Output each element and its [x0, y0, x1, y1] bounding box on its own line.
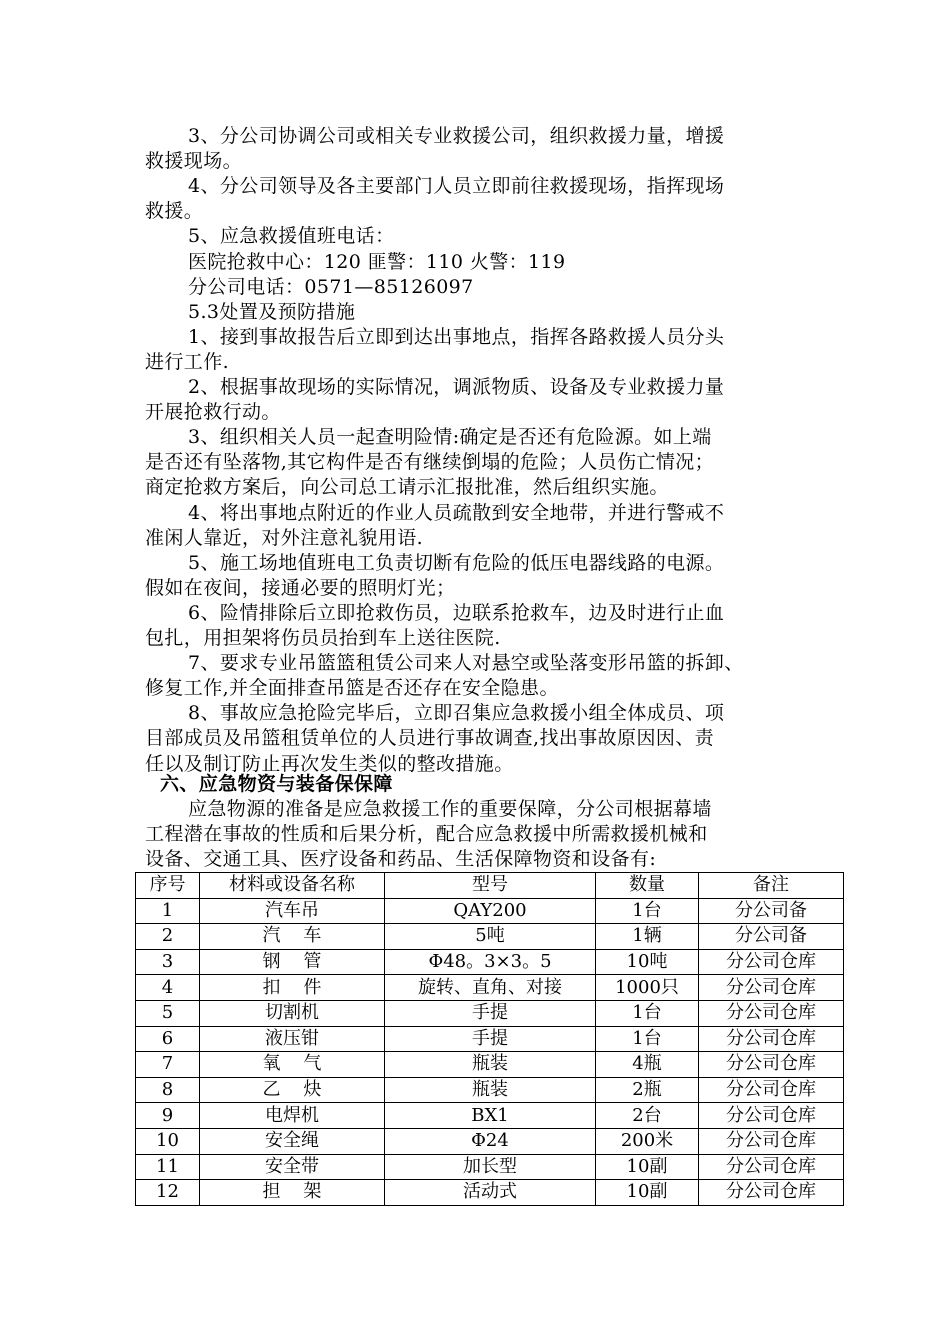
- cell-remark: 分公司备: [699, 898, 844, 924]
- paragraph-line: 修复工作,并全面排查吊篮是否还存在安全隐患。: [145, 677, 559, 700]
- paragraph-line: 目部成员及吊篮租赁单位的人员进行事故调查,找出事故原因因、责: [145, 727, 715, 750]
- cell-model: 加长型: [385, 1154, 596, 1180]
- cell-model: 瓶装: [385, 1052, 596, 1078]
- cell-model: 活动式: [385, 1180, 596, 1206]
- cell-index: 9: [136, 1103, 200, 1129]
- table-row: [136, 1000, 844, 1026]
- paragraph-line: 任以及制订防止再次发生类似的整改措施。: [145, 752, 514, 775]
- cell-name: 扣 件: [200, 975, 385, 1001]
- intro-line: 工程潜在事故的性质和后果分析，配合应急救援中所需救援机械和: [145, 823, 708, 845]
- paragraph-line: 7、要求专业吊篮篮租赁公司来人对悬空或坠落变形吊篮的拆卸、: [188, 652, 744, 675]
- col-header-name: 材料或设备名称: [200, 873, 385, 899]
- cell-quantity: 2台: [596, 1103, 699, 1129]
- table-row: [136, 1052, 844, 1078]
- cell-remark: 分公司仓库: [699, 1128, 844, 1154]
- cell-name: 液压钳: [200, 1026, 385, 1052]
- cell-name: 钢 管: [200, 949, 385, 975]
- paragraph-line: 医院抢救中心：120 匪警：110 火警：119: [188, 250, 566, 273]
- paragraph-line: 包扎，用担架将伤员员抬到车上送往医院.: [145, 627, 501, 649]
- cell-remark: 分公司仓库: [699, 949, 844, 975]
- paragraph-line: 开展抢救行动。: [145, 401, 281, 424]
- table-row: [136, 1180, 844, 1206]
- cell-remark: 分公司仓库: [699, 1026, 844, 1052]
- col-header-model: 型号: [385, 873, 596, 899]
- section-heading: 六、应急物资与装备保保障: [160, 773, 393, 795]
- paragraph-line: 3、分公司协调公司或相关专业救援公司，组织救援力量，增援: [188, 125, 725, 147]
- cell-quantity: 10副: [596, 1154, 699, 1180]
- table-row: [136, 949, 844, 975]
- intro-line: 设备、交通工具、医疗设备和药品、生活保障物资和设备有:: [145, 848, 657, 870]
- col-header-quantity: 数量: [596, 873, 699, 899]
- cell-quantity: 2瓶: [596, 1077, 699, 1103]
- cell-index: 10: [136, 1128, 200, 1154]
- cell-index: 2: [136, 924, 200, 950]
- cell-quantity: 1台: [596, 1000, 699, 1026]
- col-header-remark: 备注: [699, 873, 844, 899]
- cell-quantity: 1000只: [596, 975, 699, 1001]
- cell-model: Φ24: [385, 1128, 596, 1154]
- paragraph-line: 8、事故应急抢险完毕后，立即召集应急救援小组全体成员、项: [188, 702, 725, 725]
- paragraph-line: 2、根据事故现场的实际情况，调派物质、设备及专业救援力量: [188, 376, 725, 398]
- paragraph-line: 5、施工场地值班电工负责切断有危险的低压电器线路的电源。: [188, 551, 725, 574]
- cell-index: 3: [136, 949, 200, 975]
- paragraph-line: 6、险情排除后立即抢救伤员，边联系抢救车，边及时进行止血: [188, 601, 725, 624]
- cell-model: 旋转、直角、对接: [385, 975, 596, 1001]
- intro-line: 应急物源的准备是应急救援工作的重要保障，分公司根据幕墙: [188, 798, 712, 820]
- cell-name: 汽车吊: [200, 898, 385, 924]
- cell-index: 8: [136, 1077, 200, 1103]
- cell-remark: 分公司仓库: [699, 1000, 844, 1026]
- cell-name: 切割机: [200, 1000, 385, 1026]
- cell-remark: 分公司仓库: [699, 1180, 844, 1206]
- paragraph-line: 准闲人靠近，对外注意礼貌用语.: [145, 526, 424, 549]
- cell-remark: 分公司备: [699, 924, 844, 950]
- cell-quantity: 200米: [596, 1128, 699, 1154]
- cell-model: 瓶装: [385, 1077, 596, 1103]
- cell-index: 12: [136, 1180, 200, 1206]
- paragraph-line: 进行工作.: [145, 350, 230, 373]
- paragraph-line: 分公司电话：0571—85126097: [188, 275, 474, 298]
- table-row: [136, 1154, 844, 1180]
- paragraph-line: 商定抢救方案后，向公司总工请示汇报批准，然后组织实施。: [145, 476, 669, 499]
- cell-model: Φ48。3×3。5: [385, 949, 596, 975]
- paragraph-line: 假如在夜间，接通必要的照明灯光；: [145, 576, 456, 599]
- cell-index: 7: [136, 1052, 200, 1078]
- cell-model: 手提: [385, 1026, 596, 1052]
- cell-index: 6: [136, 1026, 200, 1052]
- cell-remark: 分公司仓库: [699, 975, 844, 1001]
- col-header-index: 序号: [136, 873, 200, 899]
- table-row: [136, 1026, 844, 1052]
- paragraph-line: 救援。: [145, 200, 204, 223]
- cell-quantity: 10副: [596, 1180, 699, 1206]
- paragraph-line: 1、接到事故报告后立即到达出事地点，指挥各路救援人员分头: [188, 325, 725, 348]
- cell-index: 4: [136, 975, 200, 1001]
- cell-quantity: 1台: [596, 1026, 699, 1052]
- cell-quantity: 1台: [596, 898, 699, 924]
- cell-remark: 分公司仓库: [699, 1154, 844, 1180]
- table-row: [136, 1128, 844, 1154]
- table-row: [136, 975, 844, 1001]
- paragraph-line: 救援现场。: [145, 150, 243, 173]
- cell-index: 5: [136, 1000, 200, 1026]
- paragraph-line: 3、组织相关人员一起查明险情:确定是否还有危险源。如上端: [188, 426, 712, 449]
- table-row: [136, 898, 844, 924]
- paragraph-line: 4、将出事地点附近的作业人员疏散到安全地带，并进行警戒不: [188, 501, 725, 524]
- cell-model: QAY200: [385, 898, 596, 924]
- table-row: [136, 1103, 844, 1129]
- cell-name: 电焊机: [200, 1103, 385, 1129]
- cell-name: 安全绳: [200, 1128, 385, 1154]
- cell-remark: 分公司仓库: [699, 1052, 844, 1078]
- cell-name: 乙 炔: [200, 1077, 385, 1103]
- equipment-table: [135, 872, 844, 1206]
- paragraph-line: 5.3处置及预防措施: [188, 300, 356, 323]
- paragraph-line: 4、分公司领导及各主要部门人员立即前往救援现场，指挥现场: [188, 175, 725, 198]
- table-header-row: [136, 873, 844, 899]
- cell-index: 11: [136, 1154, 200, 1180]
- cell-model: BX1: [385, 1103, 596, 1129]
- paragraph-line: 是否还有坠落物,其它构件是否有继续倒塌的危险；人员伤亡情况；: [145, 451, 715, 474]
- cell-quantity: 10吨: [596, 949, 699, 975]
- cell-name: 汽 车: [200, 924, 385, 950]
- cell-name: 安全带: [200, 1154, 385, 1180]
- cell-quantity: 4瓶: [596, 1052, 699, 1078]
- cell-remark: 分公司仓库: [699, 1103, 844, 1129]
- table-row: [136, 924, 844, 950]
- cell-model: 手提: [385, 1000, 596, 1026]
- cell-name: 担 架: [200, 1180, 385, 1206]
- cell-model: 5吨: [385, 924, 596, 950]
- cell-name: 氧 气: [200, 1052, 385, 1078]
- cell-quantity: 1辆: [596, 924, 699, 950]
- paragraph-line: 5、应急救援值班电话：: [188, 225, 395, 248]
- cell-remark: 分公司仓库: [699, 1077, 844, 1103]
- table-row: [136, 1077, 844, 1103]
- cell-index: 1: [136, 898, 200, 924]
